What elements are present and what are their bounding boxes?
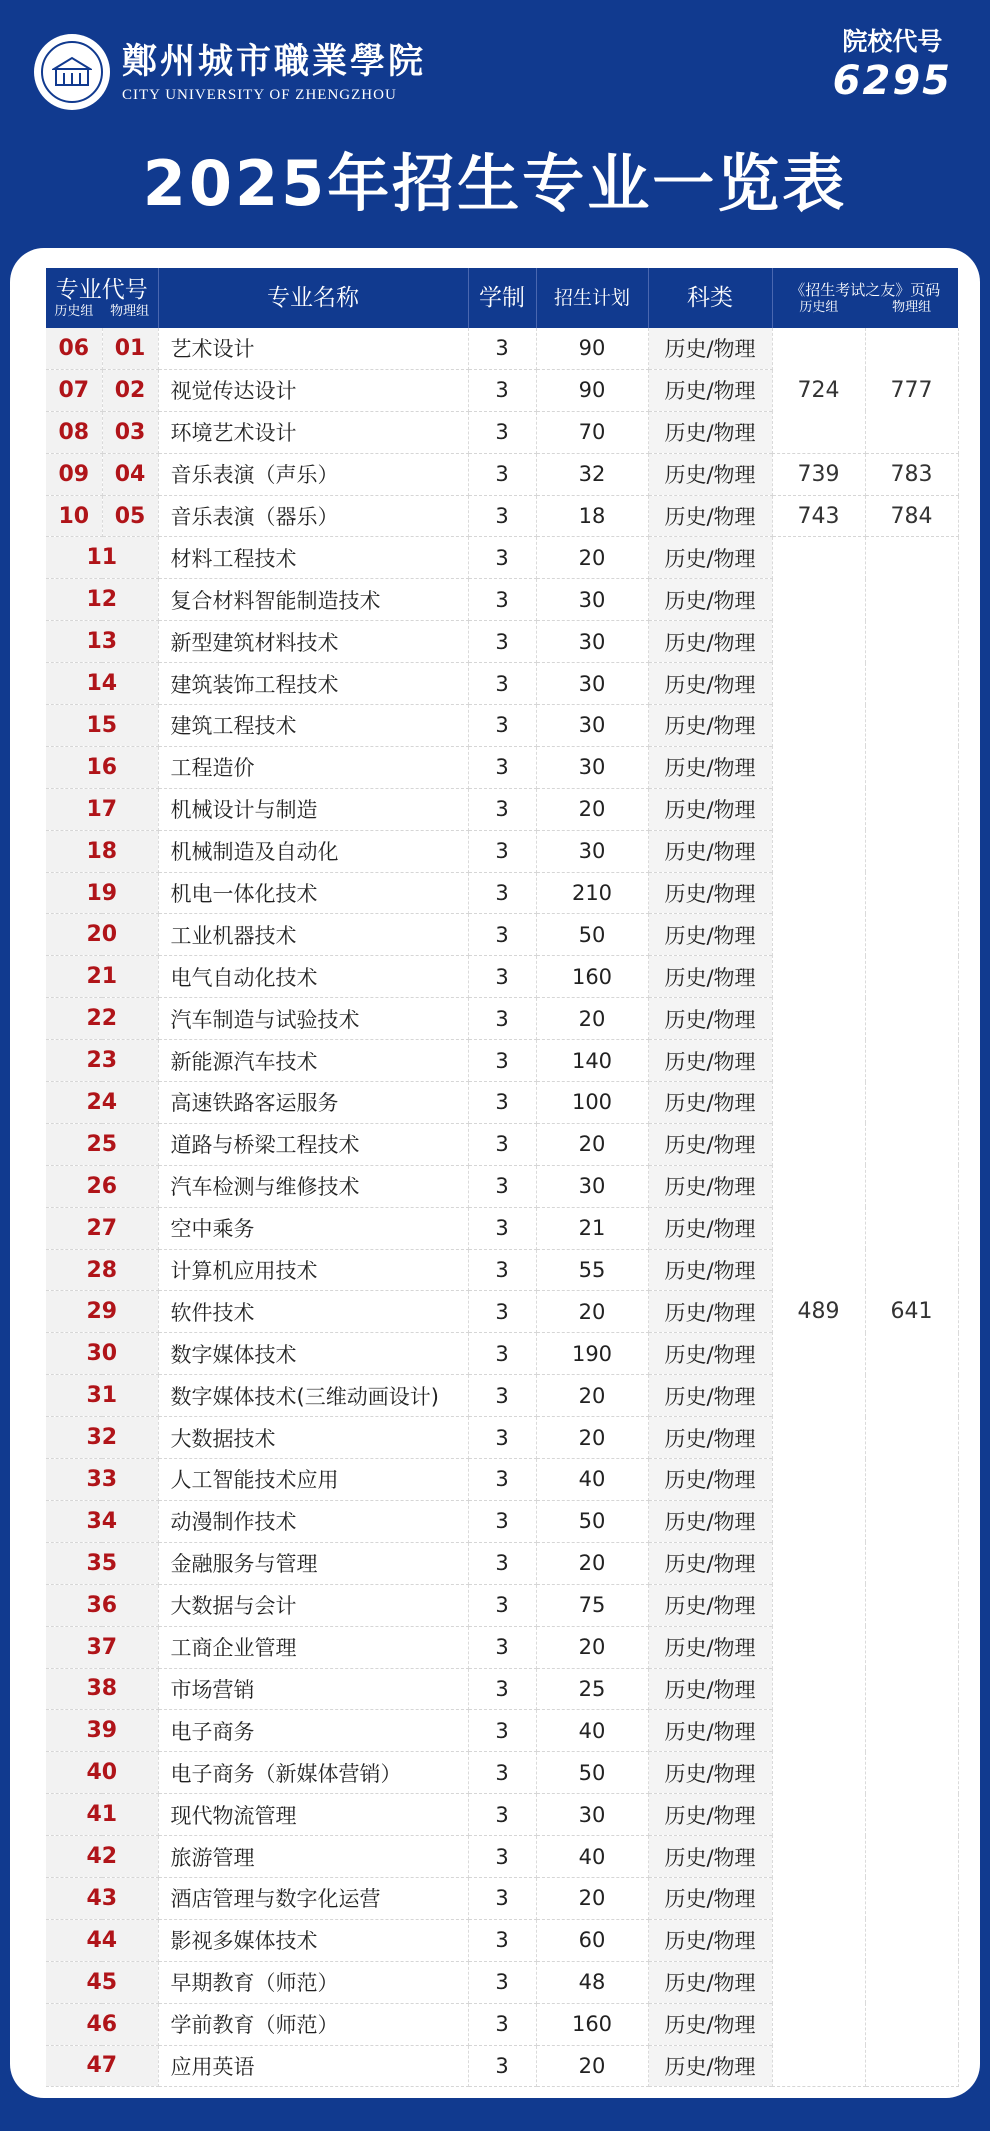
major-category: 历史/物理 <box>648 453 772 495</box>
major-code: 17 <box>46 788 158 830</box>
major-code-history: 06 <box>46 328 102 369</box>
major-category: 历史/物理 <box>648 746 772 788</box>
major-duration: 3 <box>468 914 536 956</box>
major-duration: 3 <box>468 705 536 747</box>
major-duration: 3 <box>468 1333 536 1375</box>
major-code: 19 <box>46 872 158 914</box>
school-name-en: CITY UNIVERSITY OF ZHENGZHOU <box>122 87 397 103</box>
major-code: 15 <box>46 705 158 747</box>
major-code-history: 07 <box>46 369 102 411</box>
major-plan: 30 <box>536 1794 648 1836</box>
majors-table <box>46 268 959 2087</box>
major-category: 历史/物理 <box>648 830 772 872</box>
major-code: 29 <box>46 1291 158 1333</box>
institution-code <box>833 26 952 104</box>
page-header <box>0 0 990 250</box>
major-category: 历史/物理 <box>648 1752 772 1794</box>
major-name: 旅游管理 <box>158 1836 468 1878</box>
major-plan: 20 <box>536 1375 648 1417</box>
major-category: 历史/物理 <box>648 1836 772 1878</box>
major-duration: 3 <box>468 1249 536 1291</box>
major-code: 47 <box>46 2045 158 2087</box>
header-plan: 招生计划 <box>536 268 648 328</box>
header-category: 科类 <box>648 268 772 328</box>
major-category: 历史/物理 <box>648 1291 772 1333</box>
major-duration: 3 <box>468 1961 536 2003</box>
major-plan: 140 <box>536 1040 648 1082</box>
major-duration: 3 <box>468 1207 536 1249</box>
major-plan: 90 <box>536 369 648 411</box>
major-category: 历史/物理 <box>648 2045 772 2087</box>
major-duration: 3 <box>468 1500 536 1542</box>
major-plan: 30 <box>536 705 648 747</box>
major-category: 历史/物理 <box>648 1123 772 1165</box>
header-page-physics: 物理组 <box>892 300 932 315</box>
major-name: 金融服务与管理 <box>158 1542 468 1584</box>
major-plan: 30 <box>536 663 648 705</box>
major-name: 电子商务 <box>158 1710 468 1752</box>
major-code: 38 <box>46 1668 158 1710</box>
major-code-physics: 01 <box>102 328 158 369</box>
page-history: 739 <box>772 453 865 495</box>
major-name: 工程造价 <box>158 746 468 788</box>
major-category: 历史/物理 <box>648 956 772 998</box>
major-name: 电气自动化技术 <box>158 956 468 998</box>
major-name: 动漫制作技术 <box>158 1500 468 1542</box>
major-name: 新型建筑材料技术 <box>158 621 468 663</box>
major-duration: 3 <box>468 411 536 453</box>
major-name: 酒店管理与数字化运营 <box>158 1877 468 1919</box>
major-plan: 20 <box>536 1626 648 1668</box>
major-name: 人工智能技术应用 <box>158 1459 468 1501</box>
major-code: 42 <box>46 1836 158 1878</box>
major-plan: 48 <box>536 1961 648 2003</box>
major-duration: 3 <box>468 956 536 998</box>
major-plan: 20 <box>536 1417 648 1459</box>
major-name: 机械设计与制造 <box>158 788 468 830</box>
major-duration: 3 <box>468 453 536 495</box>
page-physics: 641 <box>865 537 958 2087</box>
major-code: 45 <box>46 1961 158 2003</box>
major-duration: 3 <box>468 1040 536 1082</box>
major-plan: 20 <box>536 2045 648 2087</box>
major-category: 历史/物理 <box>648 663 772 705</box>
major-duration: 3 <box>468 1123 536 1165</box>
page-physics: 784 <box>865 495 958 537</box>
table-row <box>46 537 958 579</box>
major-code: 32 <box>46 1417 158 1459</box>
major-category: 历史/物理 <box>648 1961 772 2003</box>
major-name: 计算机应用技术 <box>158 1249 468 1291</box>
major-plan: 20 <box>536 788 648 830</box>
major-duration: 3 <box>468 1626 536 1668</box>
major-duration: 3 <box>468 1877 536 1919</box>
major-category: 历史/物理 <box>648 1165 772 1207</box>
major-plan: 32 <box>536 453 648 495</box>
header-page-history: 历史组 <box>799 300 839 315</box>
major-code: 39 <box>46 1710 158 1752</box>
major-code: 18 <box>46 830 158 872</box>
major-name: 材料工程技术 <box>158 537 468 579</box>
major-code: 23 <box>46 1040 158 1082</box>
major-duration: 3 <box>468 998 536 1040</box>
major-name: 工业机器技术 <box>158 914 468 956</box>
major-duration: 3 <box>468 1165 536 1207</box>
header-code-physics: 物理组 <box>110 304 150 319</box>
major-category: 历史/物理 <box>648 1877 772 1919</box>
major-duration: 3 <box>468 1542 536 1584</box>
major-code: 14 <box>46 663 158 705</box>
page-history: 743 <box>772 495 865 537</box>
major-plan: 21 <box>536 1207 648 1249</box>
major-category: 历史/物理 <box>648 1710 772 1752</box>
major-category: 历史/物理 <box>648 537 772 579</box>
major-category: 历史/物理 <box>648 998 772 1040</box>
major-name: 影视多媒体技术 <box>158 1919 468 1961</box>
major-code-history: 08 <box>46 411 102 453</box>
major-name: 现代物流管理 <box>158 1794 468 1836</box>
major-name: 汽车制造与试验技术 <box>158 998 468 1040</box>
major-code: 33 <box>46 1459 158 1501</box>
major-duration: 3 <box>468 872 536 914</box>
page-title: 2025年招生专业一览表 <box>142 147 848 220</box>
major-plan: 30 <box>536 1165 648 1207</box>
major-category: 历史/物理 <box>648 1082 772 1124</box>
major-name: 数字媒体技术 <box>158 1333 468 1375</box>
major-code: 31 <box>46 1375 158 1417</box>
major-duration: 3 <box>468 1375 536 1417</box>
major-duration: 3 <box>468 830 536 872</box>
header-major-name: 专业名称 <box>158 268 468 328</box>
major-plan: 20 <box>536 537 648 579</box>
school-logo-icon <box>34 34 110 110</box>
table-row <box>46 453 958 495</box>
major-duration: 3 <box>468 663 536 705</box>
major-plan: 18 <box>536 495 648 537</box>
major-duration: 3 <box>468 1668 536 1710</box>
major-name: 大数据技术 <box>158 1417 468 1459</box>
major-plan: 40 <box>536 1710 648 1752</box>
major-name: 市场营销 <box>158 1668 468 1710</box>
major-name: 空中乘务 <box>158 1207 468 1249</box>
major-duration: 3 <box>468 328 536 369</box>
major-duration: 3 <box>468 579 536 621</box>
major-plan: 30 <box>536 746 648 788</box>
major-category: 历史/物理 <box>648 1542 772 1584</box>
major-category: 历史/物理 <box>648 579 772 621</box>
major-plan: 20 <box>536 1291 648 1333</box>
major-plan: 100 <box>536 1082 648 1124</box>
major-code: 20 <box>46 914 158 956</box>
major-code: 46 <box>46 2003 158 2045</box>
major-duration: 3 <box>468 1417 536 1459</box>
major-code: 41 <box>46 1794 158 1836</box>
header-code-history: 历史组 <box>54 304 94 319</box>
major-plan: 20 <box>536 1877 648 1919</box>
major-category: 历史/物理 <box>648 1500 772 1542</box>
major-code: 25 <box>46 1123 158 1165</box>
major-category: 历史/物理 <box>648 1794 772 1836</box>
institution-code-value: 6295 <box>832 58 952 104</box>
major-duration: 3 <box>468 1291 536 1333</box>
major-plan: 30 <box>536 579 648 621</box>
major-category: 历史/物理 <box>648 495 772 537</box>
major-code: 24 <box>46 1082 158 1124</box>
major-plan: 210 <box>536 872 648 914</box>
major-plan: 70 <box>536 411 648 453</box>
institution-code-label: 院校代号 <box>842 27 943 56</box>
major-name: 视觉传达设计 <box>158 369 468 411</box>
major-name: 早期教育（师范） <box>158 1961 468 2003</box>
major-code: 30 <box>46 1333 158 1375</box>
major-category: 历史/物理 <box>648 872 772 914</box>
major-category: 历史/物理 <box>648 788 772 830</box>
major-name: 环境艺术设计 <box>158 411 468 453</box>
major-category: 历史/物理 <box>648 1040 772 1082</box>
major-name: 学前教育（师范） <box>158 2003 468 2045</box>
major-category: 历史/物理 <box>648 705 772 747</box>
major-plan: 20 <box>536 1542 648 1584</box>
major-name: 机械制造及自动化 <box>158 830 468 872</box>
major-code-history: 10 <box>46 495 102 537</box>
major-category: 历史/物理 <box>648 621 772 663</box>
major-duration: 3 <box>468 621 536 663</box>
major-name: 应用英语 <box>158 2045 468 2087</box>
header-major-code: 专业代号 历史组 物理组 <box>46 268 158 328</box>
major-category: 历史/物理 <box>648 411 772 453</box>
header-duration: 学制 <box>468 268 536 328</box>
major-duration: 3 <box>468 495 536 537</box>
major-category: 历史/物理 <box>648 2003 772 2045</box>
major-plan: 50 <box>536 1752 648 1794</box>
major-name: 软件技术 <box>158 1291 468 1333</box>
major-code-history: 09 <box>46 453 102 495</box>
major-category: 历史/物理 <box>648 1207 772 1249</box>
major-code: 22 <box>46 998 158 1040</box>
major-plan: 30 <box>536 830 648 872</box>
page-history: 489 <box>772 537 865 2087</box>
major-plan: 50 <box>536 1500 648 1542</box>
major-plan: 90 <box>536 328 648 369</box>
major-plan: 20 <box>536 998 648 1040</box>
major-code-physics: 02 <box>102 369 158 411</box>
major-name: 音乐表演（声乐） <box>158 453 468 495</box>
major-name: 汽车检测与维修技术 <box>158 1165 468 1207</box>
major-duration: 3 <box>468 1082 536 1124</box>
major-code: 11 <box>46 537 158 579</box>
major-duration: 3 <box>468 1752 536 1794</box>
major-code: 37 <box>46 1626 158 1668</box>
major-code-physics: 03 <box>102 411 158 453</box>
major-code: 35 <box>46 1542 158 1584</box>
major-code: 13 <box>46 621 158 663</box>
major-duration: 3 <box>468 788 536 830</box>
major-code: 16 <box>46 746 158 788</box>
major-duration: 3 <box>468 1584 536 1626</box>
major-name: 新能源汽车技术 <box>158 1040 468 1082</box>
major-category: 历史/物理 <box>648 1459 772 1501</box>
header-page-ref: 《招生考试之友》页码 历史组 物理组 <box>772 268 958 328</box>
major-category: 历史/物理 <box>648 1584 772 1626</box>
major-category: 历史/物理 <box>648 1375 772 1417</box>
major-name: 建筑装饰工程技术 <box>158 663 468 705</box>
major-code: 12 <box>46 579 158 621</box>
major-name: 工商企业管理 <box>158 1626 468 1668</box>
major-name: 复合材料智能制造技术 <box>158 579 468 621</box>
major-name: 道路与桥梁工程技术 <box>158 1123 468 1165</box>
major-code: 34 <box>46 1500 158 1542</box>
major-code: 27 <box>46 1207 158 1249</box>
major-code-physics: 05 <box>102 495 158 537</box>
major-category: 历史/物理 <box>648 1333 772 1375</box>
major-duration: 3 <box>468 2045 536 2087</box>
major-plan: 55 <box>536 1249 648 1291</box>
major-name: 电子商务（新媒体营销） <box>158 1752 468 1794</box>
school-brand <box>34 34 426 110</box>
major-name: 机电一体化技术 <box>158 872 468 914</box>
major-code: 21 <box>46 956 158 998</box>
major-category: 历史/物理 <box>648 1668 772 1710</box>
major-category: 历史/物理 <box>648 369 772 411</box>
major-duration: 3 <box>468 1836 536 1878</box>
major-code-physics: 04 <box>102 453 158 495</box>
page-physics: 777 <box>865 328 958 453</box>
major-duration: 3 <box>468 369 536 411</box>
major-category: 历史/物理 <box>648 1417 772 1459</box>
major-plan: 25 <box>536 1668 648 1710</box>
major-category: 历史/物理 <box>648 1249 772 1291</box>
major-code: 36 <box>46 1584 158 1626</box>
major-name: 数字媒体技术(三维动画设计) <box>158 1375 468 1417</box>
major-name: 建筑工程技术 <box>158 705 468 747</box>
major-code: 40 <box>46 1752 158 1794</box>
major-plan: 40 <box>536 1459 648 1501</box>
major-duration: 3 <box>468 746 536 788</box>
major-category: 历史/物理 <box>648 1919 772 1961</box>
major-category: 历史/物理 <box>648 914 772 956</box>
major-code: 28 <box>46 1249 158 1291</box>
major-plan: 160 <box>536 956 648 998</box>
major-duration: 3 <box>468 1459 536 1501</box>
major-plan: 160 <box>536 2003 648 2045</box>
major-name: 高速铁路客运服务 <box>158 1082 468 1124</box>
major-code: 44 <box>46 1919 158 1961</box>
major-plan: 75 <box>536 1584 648 1626</box>
major-duration: 3 <box>468 1710 536 1752</box>
major-plan: 30 <box>536 621 648 663</box>
major-code: 43 <box>46 1877 158 1919</box>
major-duration: 3 <box>468 1794 536 1836</box>
major-category: 历史/物理 <box>648 328 772 369</box>
table-row <box>46 495 958 537</box>
major-plan: 40 <box>536 1836 648 1878</box>
page-physics: 783 <box>865 453 958 495</box>
major-plan: 60 <box>536 1919 648 1961</box>
major-code: 26 <box>46 1165 158 1207</box>
major-plan: 190 <box>536 1333 648 1375</box>
major-name: 大数据与会计 <box>158 1584 468 1626</box>
table-row <box>46 328 958 369</box>
major-duration: 3 <box>468 537 536 579</box>
major-duration: 3 <box>468 1919 536 1961</box>
major-plan: 20 <box>536 1123 648 1165</box>
major-name: 艺术设计 <box>158 328 468 369</box>
major-category: 历史/物理 <box>648 1626 772 1668</box>
school-name-cn: 鄭州城市職業學院 <box>122 41 427 82</box>
major-name: 音乐表演（器乐） <box>158 495 468 537</box>
page-history: 724 <box>772 328 865 453</box>
major-duration: 3 <box>468 2003 536 2045</box>
majors-card <box>10 248 980 2098</box>
major-plan: 50 <box>536 914 648 956</box>
